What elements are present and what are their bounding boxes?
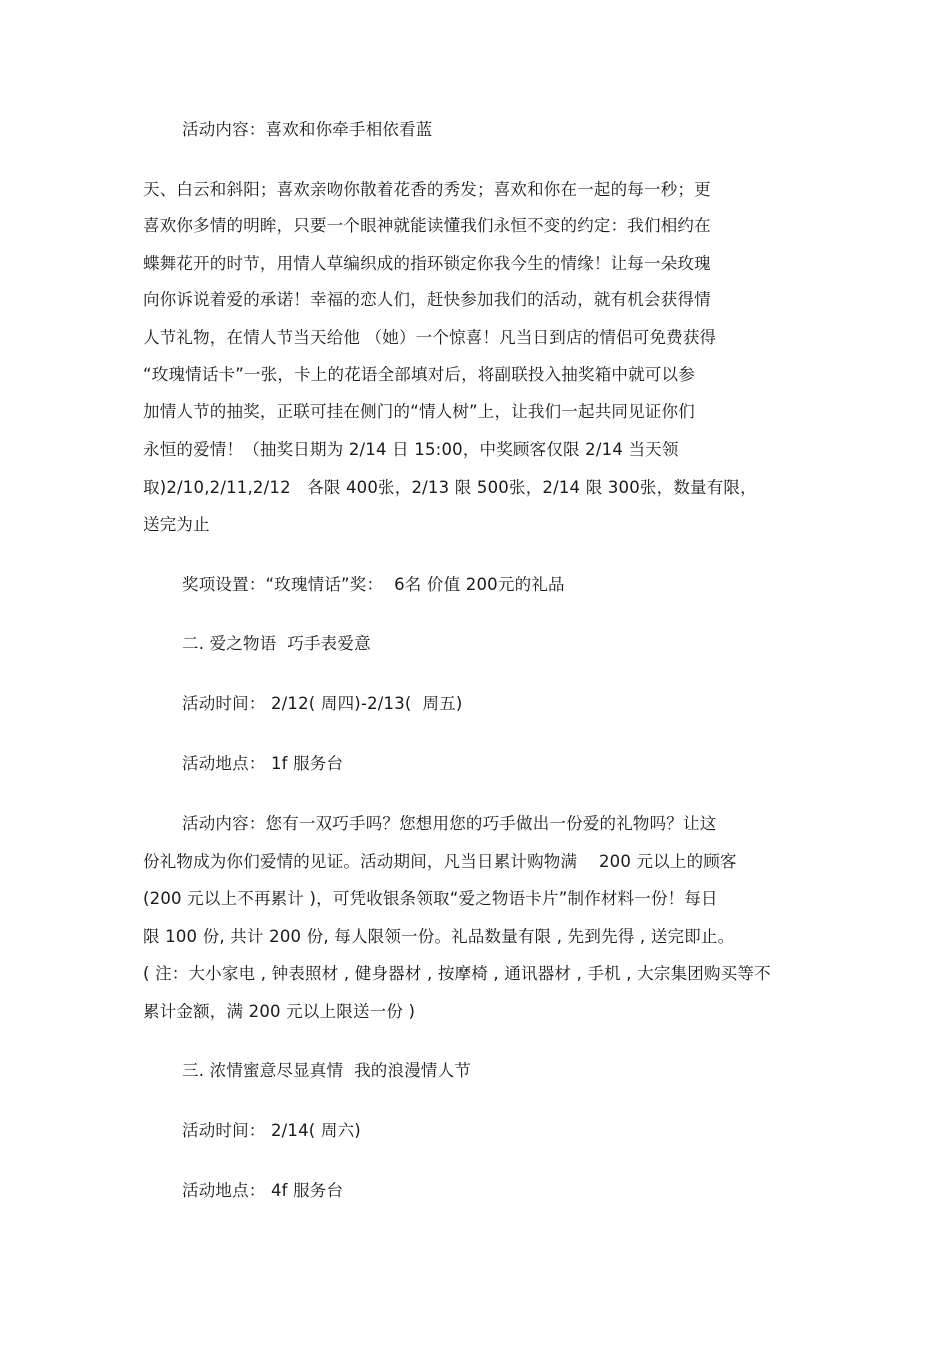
activity-time-line: 活动时间： 2/12( 周四)-2/13( 周五): [182, 694, 463, 713]
paragraph-line: (200 元以上不再累计 )，可凭收银条领取“爱之物语卡片”制作材料一份！每日: [143, 889, 718, 908]
section-heading: 三. 浓情蜜意尽显真情 我的浪漫情人节: [182, 1061, 471, 1080]
section-heading: 二. 爱之物语 巧手表爱意: [182, 634, 371, 653]
paragraph-line: 份礼物成为你们爱情的见证。活动期间，凡当日累计购物满 200 元以上的顾客: [143, 852, 737, 871]
paragraph-line: 人节礼物，在情人节当天给他 （她）一个惊喜！凡当日到店的情侣可免费获得: [143, 328, 717, 347]
paragraph-line: 送完为止: [143, 515, 210, 534]
paragraph-line: 蝶舞花开的时节，用情人草编织成的指环锁定你我今生的情缘！让每一朵玫瑰: [143, 254, 711, 273]
paragraph-line: ( 注：大小家电 , 钟表照材 , 健身器材 , 按摩椅 , 通讯器材 , 手机 , 大宗集团购买等不: [143, 964, 771, 983]
activity-location-line: 活动地点： 4f 服务台: [182, 1181, 344, 1200]
prize-setting-line: 奖项设置：“玫瑰情话”奖： 6名 价值 200元的礼品: [182, 575, 565, 594]
paragraph-line: 喜欢你多情的明眸，只要一个眼神就能读懂我们永恒不变的约定：我们相约在: [143, 216, 711, 235]
activity-time-line: 活动时间： 2/14( 周六): [182, 1121, 361, 1140]
paragraph-line: 活动内容：您有一双巧手吗？您想用您的巧手做出一份爱的礼物吗？让这: [182, 814, 717, 833]
paragraph-line: 限 100 份, 共计 200 份, 每人限领一份。礼品数量有限 , 先到先得 , 送完即止。: [143, 927, 735, 946]
paragraph-line: “玫瑰情话卡”一张，卡上的花语全部填对后，将副联投入抽奖箱中就可以参: [143, 365, 695, 384]
paragraph-line: 活动内容：喜欢和你牵手相依看蓝: [182, 120, 433, 139]
paragraph-line: 永恒的爱情！（抽奖日期为 2/14 日 15:00，中奖顾客仅限 2/14 当天领: [143, 440, 679, 459]
paragraph-line: 向你诉说着爱的承诺！幸福的恋人们，赶快参加我们的活动，就有机会获得情: [143, 290, 711, 309]
activity-location-line: 活动地点： 1f 服务台: [182, 754, 344, 773]
paragraph-line: 天、白云和斜阳；喜欢亲吻你散着花香的秀发；喜欢和你在一起的每一秒；更: [143, 180, 711, 199]
paragraph-line: 加情人节的抽奖，正联可挂在侧门的“情人树”上，让我们一起共同见证你们: [143, 402, 695, 421]
paragraph-line: 取)2/10,2/11,2/12 各限 400张，2/13 限 500张，2/14 限 300张，数量有限，: [143, 478, 757, 497]
paragraph-line: 累计金额，满 200 元以上限送一份 ): [143, 1002, 416, 1021]
